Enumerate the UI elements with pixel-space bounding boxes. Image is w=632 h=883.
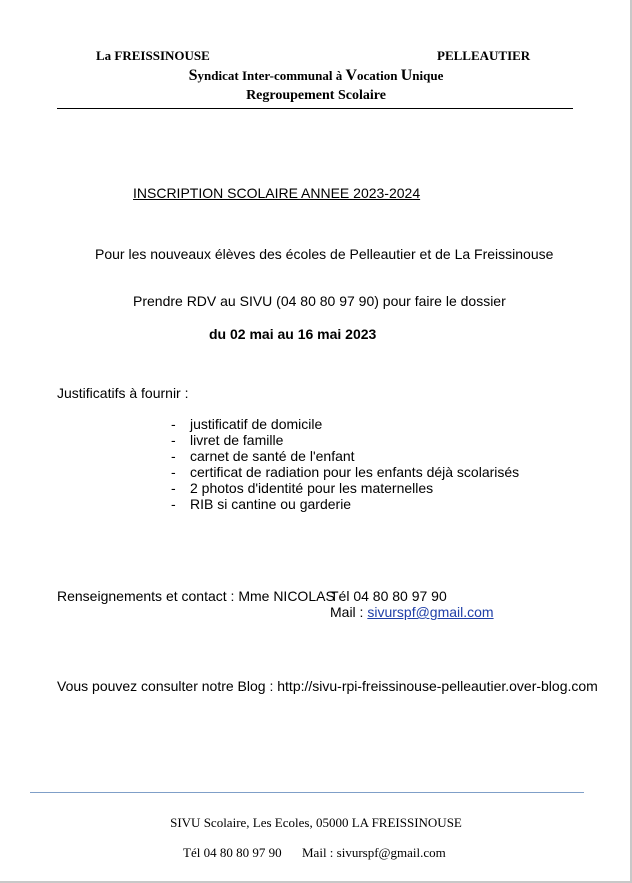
list-item bbox=[171, 496, 519, 512]
rdv-text: Prendre RDV au SIVU (04 80 80 97 90) pour faire le dossier bbox=[133, 293, 506, 309]
list-item bbox=[171, 464, 519, 480]
list-marker: - bbox=[171, 480, 176, 496]
list-item bbox=[171, 432, 519, 448]
list-marker: - bbox=[171, 432, 176, 448]
list-item-text: livret de famille bbox=[190, 432, 284, 448]
header-text-u: nique bbox=[412, 68, 444, 83]
contact-label: Renseignements et contact : Mme NICOLAS bbox=[57, 588, 335, 604]
blog-text: Vous pouvez consulter notre Blog : http://sivu-rpi-freissinouse-pelleautier.over-blog.com bbox=[57, 678, 598, 694]
footer-phone: Tél 04 80 80 97 90 bbox=[183, 845, 282, 860]
header-cap-v: V bbox=[345, 67, 358, 84]
contact-mail-line bbox=[330, 604, 494, 620]
header-divider bbox=[57, 108, 573, 109]
list-marker: - bbox=[171, 496, 176, 512]
contact-phone: Tél 04 80 80 97 90 bbox=[330, 588, 447, 604]
list-item bbox=[171, 448, 519, 464]
list-item-text: 2 photos d'identité pour les maternelles bbox=[190, 480, 434, 496]
list-marker: - bbox=[171, 464, 176, 480]
intro-text: Pour les nouveaux élèves des écoles de Pelleautier et de La Freissinouse bbox=[95, 246, 554, 262]
header-text-v: ocation bbox=[357, 68, 401, 83]
header-left-town: La FREISSINOUSE bbox=[96, 48, 210, 63]
justificatifs-label: Justificatifs à fournir : bbox=[57, 385, 189, 401]
list-item-text: justificatif de domicile bbox=[190, 416, 323, 432]
header-right-town: PELLEAUTIER bbox=[437, 48, 531, 63]
footer-divider bbox=[30, 792, 584, 793]
contact-mail-link[interactable]: sivurspf@gmail.com bbox=[367, 604, 494, 620]
registration-dates: du 02 mai au 16 mai 2023 bbox=[209, 326, 377, 342]
header-syndicat-name bbox=[0, 67, 632, 85]
justificatifs-list bbox=[171, 416, 519, 512]
list-item-text: RIB si cantine ou garderie bbox=[190, 496, 352, 512]
footer-address: SIVU Scolaire, Les Ecoles, 05000 LA FREISSINOUSE bbox=[170, 815, 462, 830]
header-regroupement: Regroupement Scolaire bbox=[246, 88, 386, 103]
footer-mail: Mail : sivurspf@gmail.com bbox=[302, 845, 446, 860]
list-item bbox=[171, 480, 519, 496]
list-marker: - bbox=[171, 416, 176, 432]
header-cap-u: U bbox=[400, 67, 413, 84]
list-item-text: certificat de radiation pour les enfants déjà scolarisés bbox=[190, 464, 520, 480]
contact-mail-label: Mail : bbox=[330, 604, 368, 620]
list-item-text: carnet de santé de l'enfant bbox=[190, 448, 355, 464]
header-cap-s: S bbox=[188, 67, 198, 84]
header-text-s: yndicat Inter-communal à bbox=[197, 68, 346, 83]
list-item bbox=[171, 416, 519, 432]
list-marker: - bbox=[171, 448, 176, 464]
document-title: INSCRIPTION SCOLAIRE ANNEE 2023-2024 bbox=[133, 185, 421, 201]
